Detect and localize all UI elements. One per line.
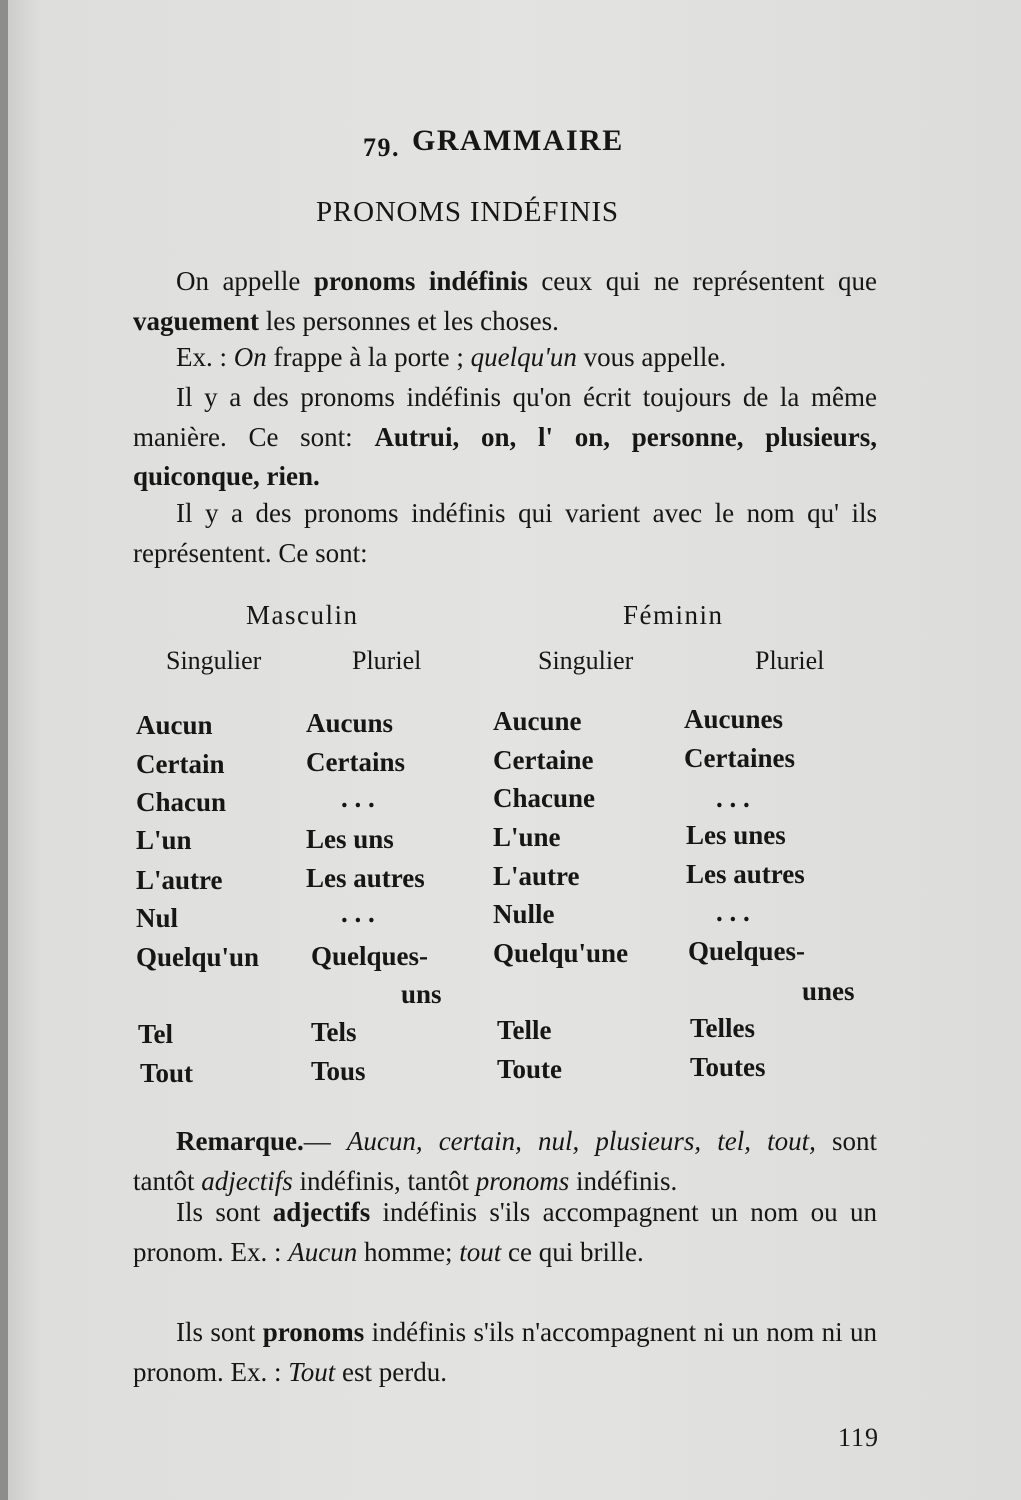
table-cell: Nul [136,903,179,933]
table-cell: Quelques- [311,941,429,971]
table-cell: Tout [140,1058,194,1088]
section-title: GRAMMAIRE [412,124,624,157]
section-number: 79. [363,133,400,162]
page-spine-shadow [0,0,8,1500]
text-segment: Ils sont [176,1317,263,1347]
remark-label: Remarque. [176,1126,304,1156]
table-cell: Certains [306,747,405,777]
header-masc-pluriel: Pluriel [352,646,422,675]
text-segment: frappe à la porte ; [266,342,471,372]
text-segment: indéfinis. [569,1165,678,1196]
page-number: 119 [838,1423,880,1452]
text-segment: vous appelle. [576,342,727,372]
italic-term: tout [459,1236,502,1267]
table-cell: Nulle [493,899,555,929]
bold-term: vaguement [133,305,259,336]
italic-term: pronoms [475,1165,570,1196]
text-segment: sont tantôt [133,1126,877,1196]
subheading: PRONOMS INDÉFINIS [316,196,619,228]
italic-term: quelqu'un [470,342,577,372]
text-segment: les personnes et les choses. [258,305,559,336]
italic-term: On [233,342,267,372]
text-segment: ce qui brille. [501,1236,644,1267]
table-cell: . . . [341,898,375,928]
table-cell: Aucunes [684,704,784,734]
text-segment: homme; [357,1236,460,1267]
bold-term: pronoms indéfinis [313,266,528,296]
group-masculin: Masculin [246,600,359,630]
table-cell: Telles [690,1013,756,1043]
bold-term: Autrui, on, l' on, personne, plusieurs, quiconque, rien. [133,421,877,491]
table-cell: Telle [497,1015,552,1045]
paragraph-example [133,338,877,378]
paragraph-pronoms [133,1313,877,1392]
table-cell: Les unes [686,820,786,850]
table-cell: . . . [716,783,750,813]
table-cell: Certaines [684,743,795,773]
table-cell: L'autre [136,865,223,895]
paragraph-invariable [133,378,877,497]
paragraph-definition [133,262,877,341]
text-segment: On appelle [176,266,314,296]
text-segment: est perdu. [335,1356,448,1387]
bold-term: adjectifs [272,1197,371,1227]
text-segment: Ils sont [176,1197,273,1227]
table-cell: Quelques- [688,936,806,966]
header-masc-singulier: Singulier [166,646,262,675]
text-segment: — [303,1126,347,1156]
table-cell: Tel [138,1019,174,1049]
table-cell: Certaine [493,745,594,775]
italic-term: Tout [288,1356,336,1387]
table-cell: Les autres [306,863,425,893]
table-cell: Tels [311,1017,357,1047]
table-cell: Certain [136,749,225,779]
table-cell: Aucuns [306,708,394,738]
text-segment: Ex. : [176,342,234,372]
text-segment: Il y a des pronoms indéfinis qui varient avec le nom qu' ils représentent. Ce sont: [133,498,877,568]
header-fem-pluriel: Pluriel [755,646,825,675]
table-cell: . . . [716,897,750,927]
table-cell: L'autre [493,861,580,891]
paragraph-variable [133,494,877,573]
remark-paragraph [133,1122,877,1201]
table-cell: L'une [493,822,561,852]
section-heading [363,124,624,162]
italic-term: Aucun, certain, nul, plusieurs, tel, tout, [346,1126,816,1156]
table-cell: Aucune [493,706,582,736]
italic-term: Aucun [288,1236,358,1267]
table-cell: Tous [311,1056,366,1086]
table-cell: Toute [497,1054,563,1084]
table-cell: . . . [341,783,375,813]
table-cell: Toutes [690,1052,766,1082]
italic-term: adjectifs [201,1165,293,1196]
table-cell: Quelqu'une [493,938,629,968]
text-segment: indéfinis, tantôt [292,1165,476,1196]
group-feminin: Féminin [623,600,724,630]
table-cell: Les uns [306,824,394,854]
text-segment: indéfinis s'ils accompagnent un nom ou un pronom. Ex. : [133,1197,877,1267]
table-cell: Aucun [136,710,213,740]
text-segment: Il y a des pronoms indéfinis qu'on écrit toujours de la même manière. Ce sont: [133,382,877,452]
header-fem-singulier: Singulier [538,646,634,675]
table-cell: L'un [136,825,192,855]
table-cell: Les autres [686,859,805,889]
table-cell: Chacune [493,783,596,813]
table-cell-continuation: uns [401,979,442,1009]
paragraph-adjectifs [133,1193,877,1272]
table-cell: Chacun [136,787,227,817]
text-segment: ceux qui ne représentent que [527,266,877,296]
text-segment: indéfinis s'ils n'accompagnent ni un nom ni un pronom. Ex. : [133,1317,877,1387]
bold-term: pronoms [262,1317,365,1347]
table-cell-continuation: unes [802,976,855,1006]
table-cell: Quelqu'un [136,942,260,972]
